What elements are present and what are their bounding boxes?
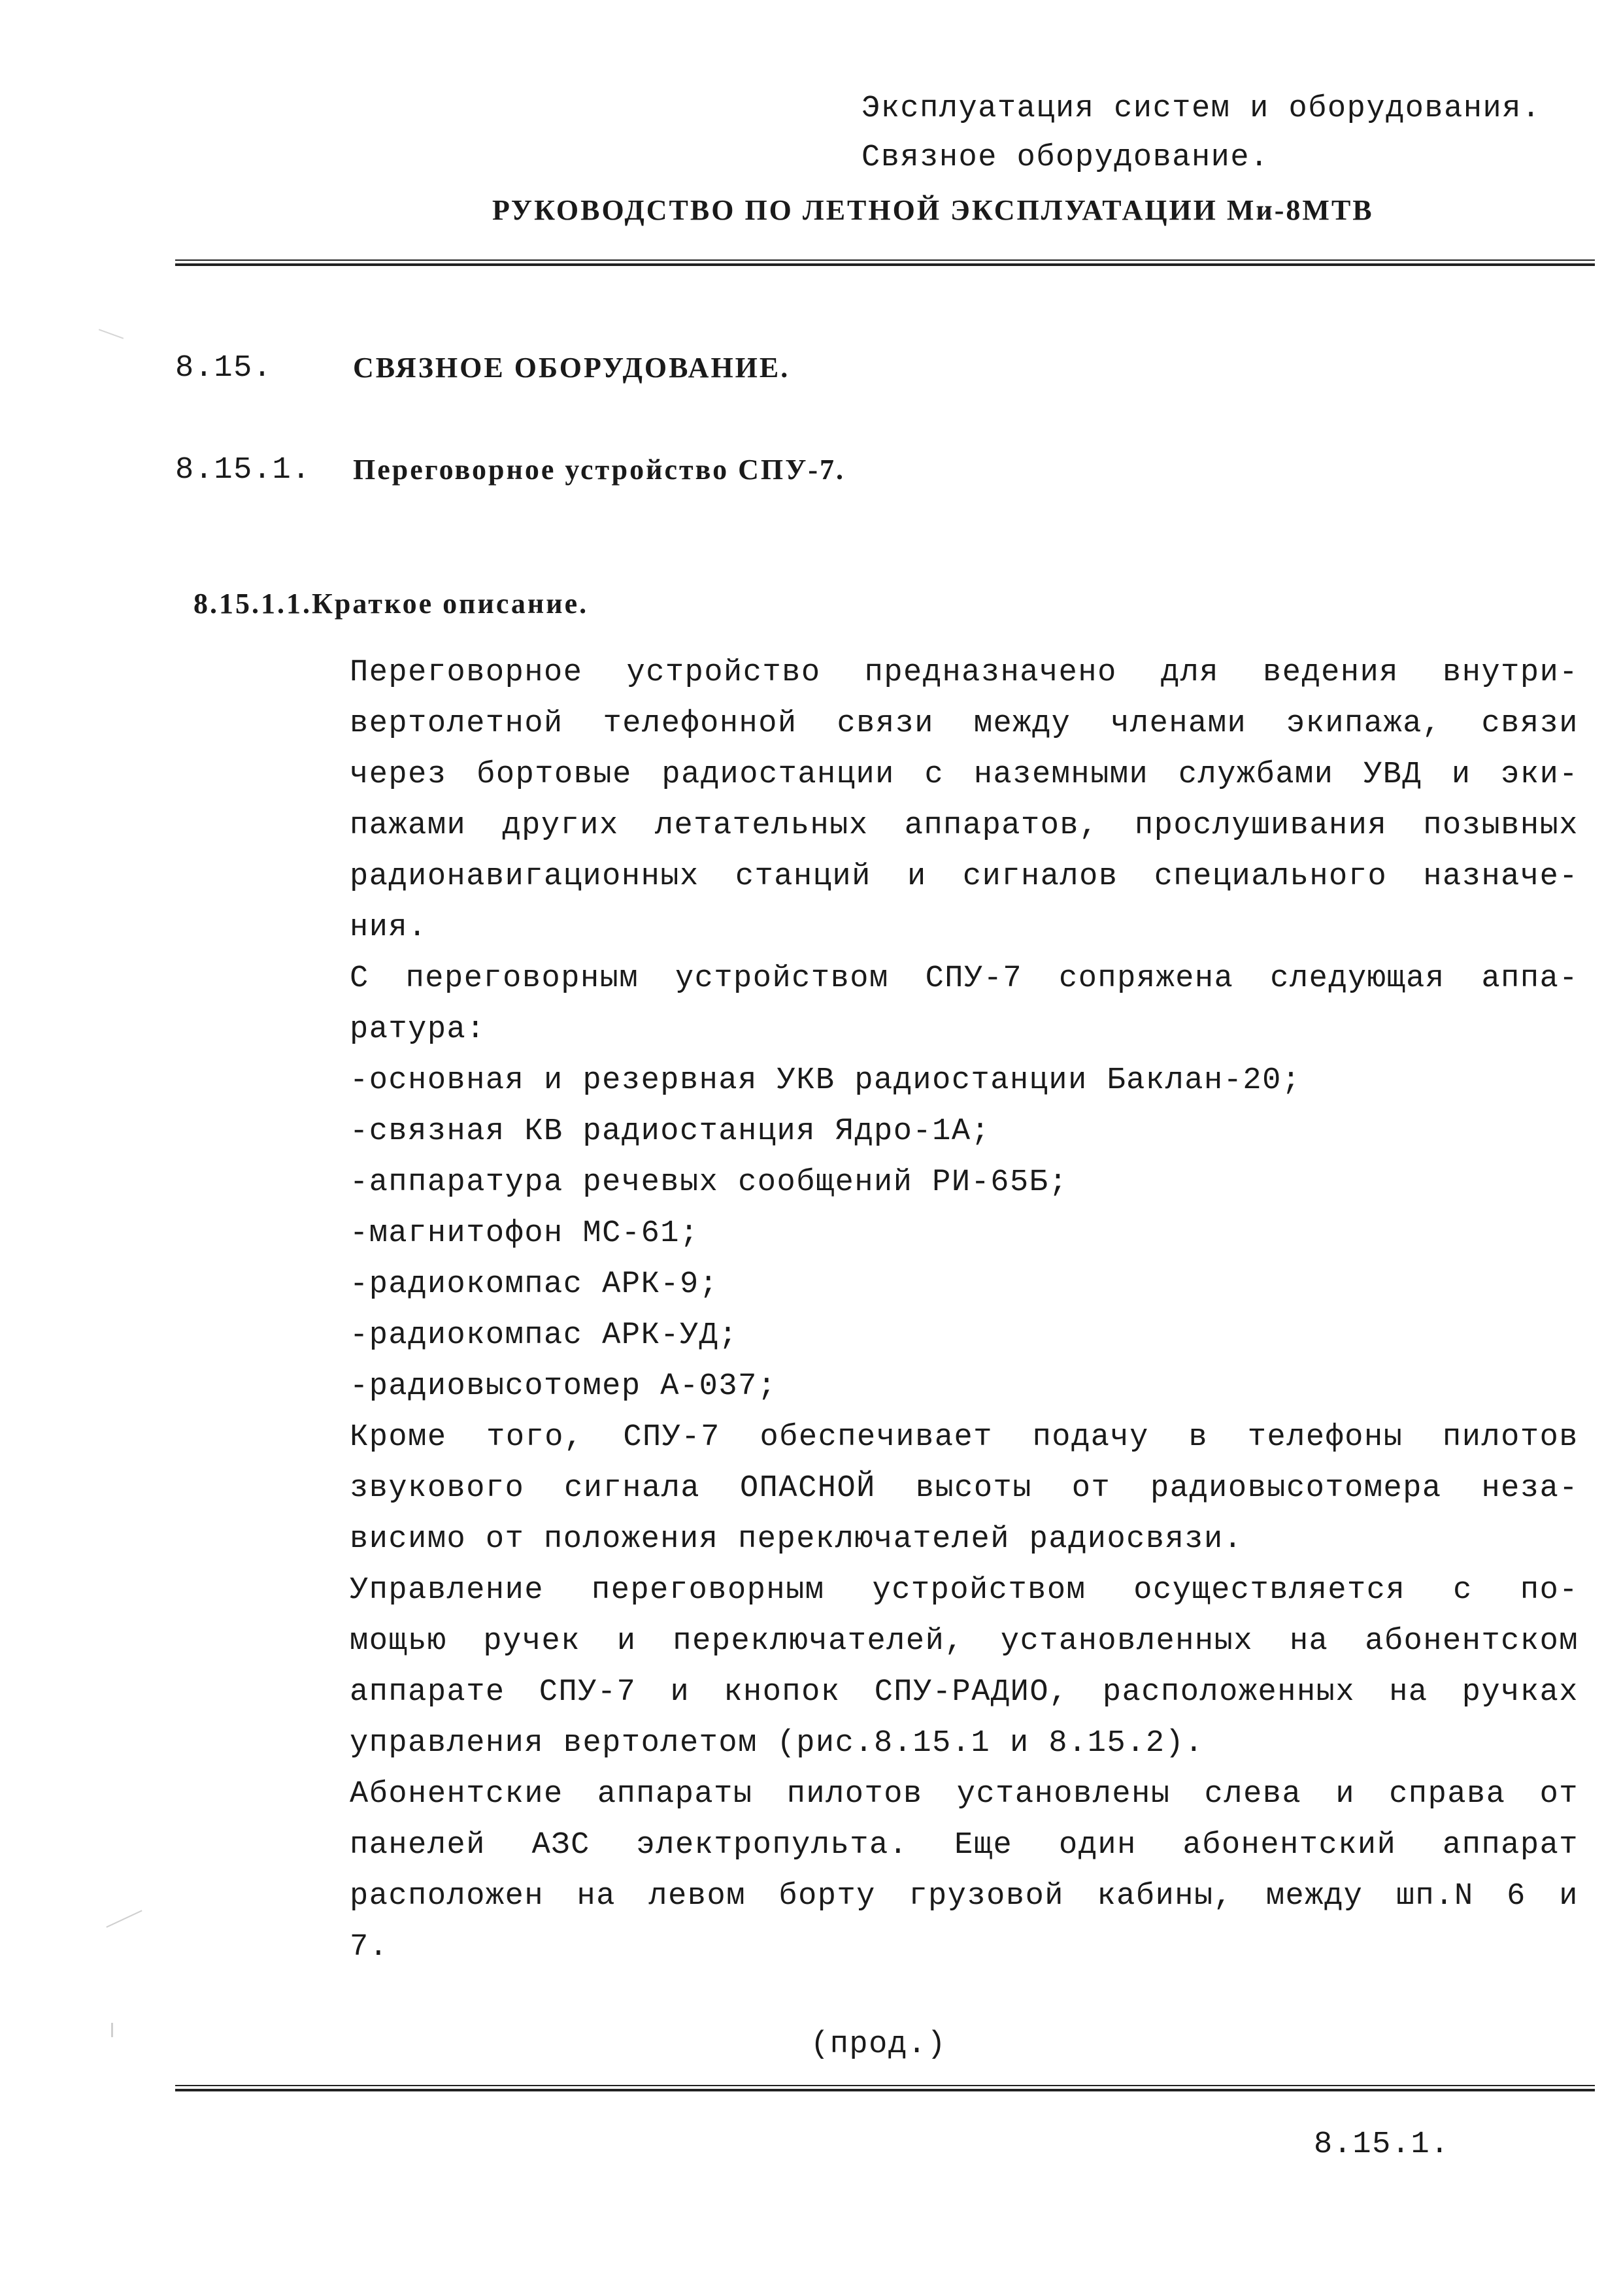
header-divider xyxy=(175,259,1595,267)
body-line: радионавигационных станций и сигналов специального назначе- xyxy=(350,859,1579,894)
list-item: -связная КВ радиостанция Ядро-1А; xyxy=(350,1114,991,1149)
list-item: -радиокомпас АРК-9; xyxy=(350,1267,719,1302)
body-line: мощью ручек и переключателей, установленных на абонентском xyxy=(350,1624,1579,1659)
subsubsection-number: 8.15.1.1. xyxy=(193,588,312,620)
body-line: управления вертолетом (рис.8.15.1 и 8.15.2). xyxy=(350,1726,1205,1761)
body-line: расположен на левом борту грузовой кабины, между шп.N 6 и xyxy=(350,1879,1579,1914)
continued-label: (прод.) xyxy=(811,2027,946,2062)
list-item: -радиовысотомер А-037; xyxy=(350,1369,777,1404)
footer-divider xyxy=(175,2085,1595,2092)
body-line: С переговорным устройством СПУ-7 сопряжена следующая аппа- xyxy=(350,961,1579,996)
header-section-label: Эксплуатация систем и оборудования. xyxy=(861,92,1541,126)
body-line: висимо от положения переключателей радиосвязи. xyxy=(350,1522,1243,1557)
body-line: аппарате СПУ-7 и кнопок СПУ-РАДИО, расположенных на ручках xyxy=(350,1675,1579,1710)
body-line: через бортовые радиостанции с наземными службами УВД и эки- xyxy=(350,757,1579,792)
section-number: 8.15. xyxy=(175,351,273,386)
body-line: панелей АЗС электропульта. Еще один абонентский аппарат xyxy=(350,1828,1579,1863)
subsection-number: 8.15.1. xyxy=(175,453,311,488)
list-item: -аппаратура речевых сообщений РИ-65Б; xyxy=(350,1165,1069,1200)
scan-artifact xyxy=(106,1910,142,1927)
list-item: -основная и резервная УКВ радиостанции Баклан-20; xyxy=(350,1063,1301,1098)
scan-artifact xyxy=(99,329,124,339)
section-title: СВЯЗНОЕ ОБОРУДОВАНИЕ. xyxy=(353,352,790,384)
subsection-title: Переговорное устройство СПУ-7. xyxy=(353,454,846,486)
document-title: РУКОВОДСТВО ПО ЛЕТНОЙ ЭКСПЛУАТАЦИИ Ми-8МТВ xyxy=(492,194,1374,226)
body-line: Переговорное устройство предназначено для ведения внутри- xyxy=(350,656,1579,690)
body-line: ратура: xyxy=(350,1012,486,1047)
body-line: Кроме того, СПУ-7 обеспечивает подачу в телефоны пилотов xyxy=(350,1420,1579,1455)
body-text xyxy=(350,654,1579,1979)
body-line: вертолетной телефонной связи между членами экипажа, связи xyxy=(350,707,1579,741)
body-line: Управление переговорным устройством осуществляется с по- xyxy=(350,1573,1579,1608)
list-item: -магнитофон МС-61; xyxy=(350,1216,699,1251)
subsubsection-title: Краткое описание. xyxy=(312,588,589,620)
body-line: Абонентские аппараты пилотов установлены слева и справа от xyxy=(350,1777,1579,1812)
page-number: 8.15.1. xyxy=(1314,2127,1450,2162)
body-line: ния. xyxy=(350,910,427,945)
scan-artifact xyxy=(111,2023,113,2037)
header-subsection-label: Связное оборудование. xyxy=(861,141,1269,175)
subsubsection-heading xyxy=(175,554,588,620)
body-line: пажами других летательных аппаратов, прослушивания позывных xyxy=(350,808,1579,843)
body-line: 7. xyxy=(350,1930,389,1965)
body-line: звукового сигнала ОПАСНОЙ высоты от радиовысотомера неза- xyxy=(350,1471,1579,1506)
list-item: -радиокомпас АРК-УД; xyxy=(350,1318,739,1353)
